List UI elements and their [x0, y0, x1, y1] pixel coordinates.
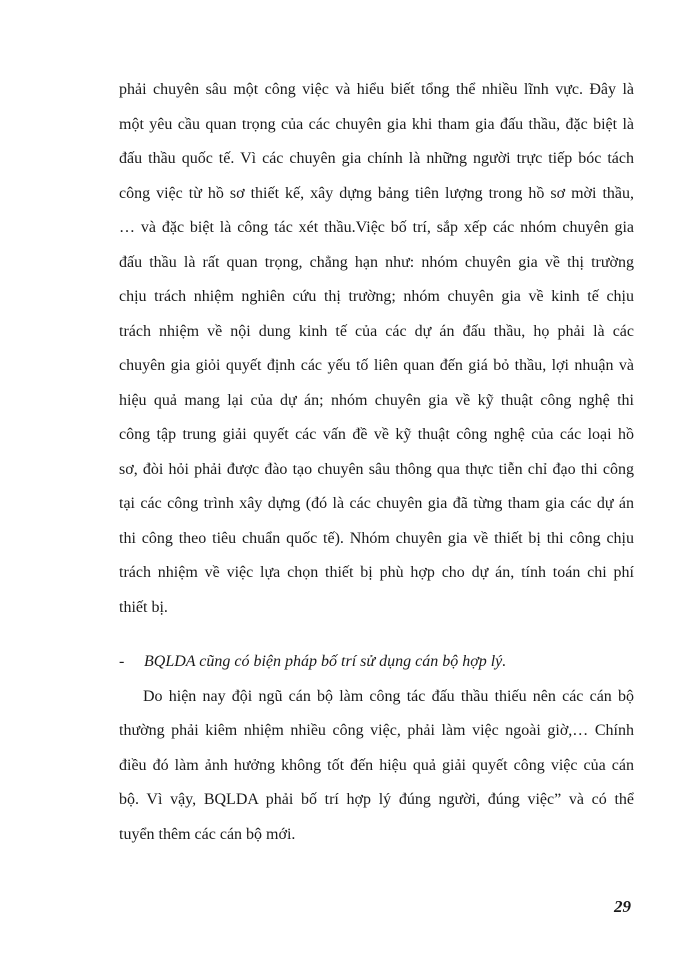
text-line: Do hiện nay đội ngũ cán bộ làm công tác đấu thầu thiếu nên các cán bộ — [143, 687, 634, 705]
paragraph-gap — [119, 625, 634, 645]
text-line: chuyên gia giỏi quyết định các yếu tố liên quan đến giá bỏ thầu, lợi nhuận và — [119, 357, 634, 374]
text-line: trách nhiệm về nội dung kinh tế của các dự án đấu thầu, họ phải là các — [119, 322, 634, 340]
bullet-marker: - — [119, 653, 125, 670]
paragraph-2 — [119, 680, 634, 853]
bullet-text: BQLDA cũng có biện pháp bố trí sử dụng cán bộ hợp lý. — [144, 653, 507, 670]
text-line: công việc từ hồ sơ thiết kế, xây dựng bảng tiên lượng trong hồ sơ mời thầu, — [119, 184, 634, 202]
text-line: đấu thầu quốc tế. Vì các chuyên gia chính là những người trực tiếp bóc tách — [119, 150, 634, 167]
text-line: tuyển thêm các cán bộ mới. — [119, 825, 296, 843]
text-line: thi công theo tiêu chuẩn quốc tế). Nhóm chuyên gia về thiết bị thi công chịu — [119, 529, 634, 547]
text-line: chịu trách nhiệm nghiên cứu thị trường; nhóm chuyên gia về kinh tế chịu — [119, 288, 634, 305]
text-line: thiết bị. — [119, 598, 168, 616]
text-line: trách nhiệm về việc lựa chọn thiết bị phù hợp cho dự án, tính toán chi phí — [119, 564, 634, 581]
text-line: công tập trung giải quyết các vấn đề về kỹ thuật công nghệ của các loại hồ — [119, 426, 634, 443]
text-line: đấu thầu là rất quan trọng, chẳng hạn như: nhóm chuyên gia về thị trường — [119, 253, 634, 271]
text-line: hiệu quả mang lại của dự án; nhóm chuyên gia về kỹ thuật công nghệ thi — [119, 391, 634, 409]
text-line: phải chuyên sâu một công việc và hiểu biết tổng thể nhiều lĩnh vực. Đây là — [119, 81, 634, 98]
text-line: thường phải kiêm nhiệm nhiều công việc, phải làm việc ngoài giờ,… Chính — [119, 722, 634, 739]
text-line: … và đặc biệt là công tác xét thầu.Việc bố trí, sắp xếp các nhóm chuyên gia — [119, 219, 634, 236]
text-line: điều đó làm ảnh hưởng không tốt đến hiệu quả giải quyết công việc của cán — [119, 756, 634, 774]
paragraph-1 — [119, 73, 634, 625]
text-line: một yêu cầu quan trọng của các chuyên gia khi tham gia đấu thầu, đặc biệt là — [119, 115, 634, 133]
body-text — [119, 73, 634, 852]
text-line: sơ, đòi hỏi phải được đào tạo chuyên sâu thông qua thực tiễn chỉ đạo thi công — [119, 460, 634, 478]
bullet-item — [119, 645, 634, 680]
text-line: bộ. Vì vậy, BQLDA phải bố trí hợp lý đúng người, đúng việc” và có thể — [119, 791, 634, 808]
text-line: tại các công trình xây dựng (đó là các chuyên gia đã từng tham gia các dự án — [119, 495, 634, 512]
page-number: 29 — [614, 897, 631, 916]
